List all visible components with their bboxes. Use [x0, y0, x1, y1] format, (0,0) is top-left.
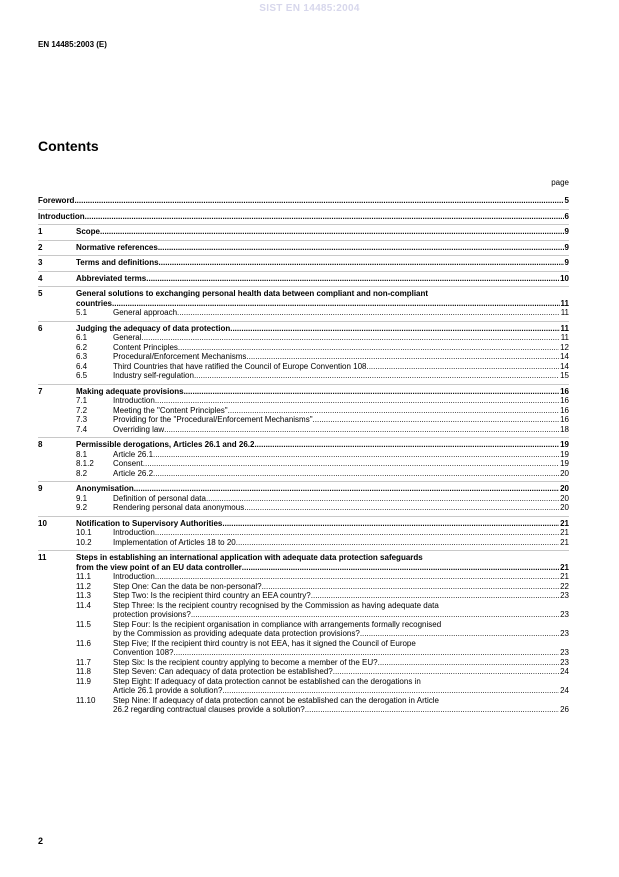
dot-leader	[313, 415, 560, 425]
toc-entry[interactable]	[38, 440, 569, 450]
toc-section	[38, 271, 569, 284]
toc-entry-number: 6.5	[76, 371, 88, 380]
toc-page-number: 24	[560, 667, 569, 676]
toc-page-number: 23	[560, 657, 569, 667]
toc-entry-number: 6.2	[76, 342, 88, 352]
toc-entry-title: Rendering personal data anonymous	[113, 503, 245, 512]
toc-entry-title-line: Step Five; If the recipient third country is not EEA, has it signed the Council of Europe	[113, 638, 416, 648]
toc-page-number: 16	[560, 386, 569, 396]
toc-subentry[interactable]	[38, 620, 569, 639]
toc-subentry[interactable]	[38, 538, 569, 548]
toc-page-number: 24	[560, 686, 569, 695]
dot-leader	[155, 572, 559, 582]
dot-leader	[159, 258, 564, 268]
toc-entry-number: 11	[38, 553, 47, 562]
toc-subentry[interactable]	[38, 658, 569, 668]
toc-page-number: 16	[560, 405, 569, 415]
toc-subentry[interactable]	[38, 528, 569, 538]
toc-entry-number: 9	[38, 484, 43, 493]
toc-page-number: 11	[560, 298, 569, 308]
toc-entry-title: Permissible derogations, Articles 26.1 and 26.2	[76, 440, 255, 449]
toc-entry[interactable]	[38, 553, 569, 572]
toc-entry-title: Step Two: Is the recipient third country an EEA country?	[113, 591, 311, 600]
toc-page-number: 11	[560, 323, 569, 333]
dot-leader	[222, 519, 559, 529]
toc-section	[38, 550, 569, 715]
toc-entry-title-line: General solutions to exchanging personal health data between compliant and non-compliant	[76, 289, 429, 298]
toc-entry-number: 7	[38, 386, 43, 396]
toc-subentry[interactable]	[38, 362, 569, 372]
dot-leader	[74, 196, 563, 206]
dot-leader	[158, 243, 564, 253]
toc-subentry[interactable]	[38, 333, 569, 343]
toc-entry-number: 11.6	[76, 638, 91, 648]
toc-page-number: 15	[560, 371, 569, 380]
toc-page-number: 19	[560, 440, 569, 449]
toc-entry-title: Foreword	[38, 196, 75, 205]
toc-subentry[interactable]	[38, 352, 569, 362]
page-number: 2	[38, 836, 44, 846]
toc-subentry[interactable]	[38, 572, 569, 582]
toc-entry-number: 5.1	[76, 308, 88, 317]
dot-leader	[228, 406, 559, 416]
toc-page-number: 20	[560, 484, 569, 493]
page-title: Contents	[38, 138, 99, 154]
dot-leader	[222, 686, 559, 696]
table-of-contents	[38, 196, 569, 715]
toc-entry-number: 4	[38, 273, 43, 283]
dot-leader	[143, 459, 559, 469]
dot-leader	[230, 324, 559, 334]
toc-entry-number: 6	[38, 323, 43, 333]
dot-leader	[246, 352, 559, 362]
toc-entry-title: Terms and definitions	[76, 258, 159, 267]
toc-entry-title: Article 26.1	[113, 449, 154, 459]
toc-section	[38, 240, 569, 253]
toc-entry-number: 5	[38, 289, 43, 298]
toc-section	[38, 224, 569, 237]
toc-section	[38, 196, 569, 206]
toc-entry[interactable]	[38, 196, 569, 206]
toc-page-number: 11	[560, 308, 569, 317]
toc-entry[interactable]	[38, 519, 569, 529]
toc-page-number: 10	[560, 273, 569, 283]
toc-entry-title: protection provisions?	[113, 610, 191, 619]
toc-entry-title-line: Steps in establishing an international application with adequate data protection safeguards	[76, 553, 423, 562]
toc-entry-title: Meeting the "Content Principles"	[113, 405, 228, 415]
toc-entry-number: 9.2	[76, 503, 88, 512]
toc-subentry[interactable]	[38, 667, 569, 677]
dot-leader	[191, 610, 559, 620]
toc-entry-title: Step Six: Is the recipient country applying to become a member of the EU?	[113, 657, 378, 667]
dot-leader	[311, 591, 559, 601]
toc-entry-number: 8.2	[76, 468, 88, 478]
toc-entry-title: Article 26.1 provide a solution?	[113, 686, 223, 695]
toc-page-number: 23	[560, 648, 569, 657]
dot-leader	[305, 705, 559, 715]
toc-page-number: 12	[560, 342, 569, 352]
toc-page-number: 6	[564, 211, 569, 221]
toc-section	[38, 286, 569, 318]
toc-entry-number: 7.3	[76, 415, 88, 424]
toc-entry-title: Overriding law	[113, 424, 165, 434]
toc-page-number: 21	[560, 528, 569, 537]
toc-page-number: 19	[560, 449, 569, 459]
toc-page-number: 16	[560, 396, 569, 405]
toc-entry-title: Abbreviated terms	[76, 273, 147, 283]
toc-entry-number: 11.8	[76, 667, 91, 676]
toc-entry-number: 7.4	[76, 424, 88, 434]
toc-subentry[interactable]	[38, 696, 569, 715]
toc-entry-title: Procedural/Enforcement Mechanisms	[113, 352, 247, 361]
dot-leader	[134, 484, 559, 494]
toc-subentry[interactable]	[38, 601, 569, 620]
toc-page-number: 16	[560, 415, 569, 424]
toc-entry-number: 11.5	[76, 619, 91, 629]
toc-entry[interactable]	[38, 289, 569, 308]
toc-entry-title: Article 26.2	[113, 468, 154, 478]
toc-entry-number: 11.10	[76, 695, 96, 705]
toc-entry-number: 10.1	[76, 528, 92, 537]
toc-entry-number: 11.4	[76, 600, 91, 610]
dot-leader	[378, 658, 560, 668]
toc-section	[38, 255, 569, 268]
toc-page-number: 18	[560, 424, 569, 434]
dot-leader	[153, 450, 559, 460]
toc-entry-number: 11.9	[76, 676, 91, 686]
toc-subentry[interactable]	[38, 582, 569, 592]
toc-subentry[interactable]	[38, 639, 569, 658]
toc-entry-number: 11.3	[76, 591, 91, 600]
toc-entry-title: Step One: Can the data be non-personal?	[113, 581, 262, 591]
toc-page-number: 9	[564, 227, 569, 236]
toc-entry-number: 7.2	[76, 405, 88, 415]
toc-section	[38, 516, 569, 548]
toc-entry-title-line: Step Four: Is the recipient organisation in compliance with arrangements formally recognised	[113, 619, 442, 629]
toc-subentry[interactable]	[38, 406, 569, 416]
toc-entry-number: 3	[38, 258, 43, 267]
toc-entry-title: 26.2 regarding contractual clauses provide a solution?	[113, 705, 305, 714]
toc-page-number: 11	[560, 333, 569, 342]
toc-entry-title: Introduction	[38, 211, 85, 221]
toc-section	[38, 209, 569, 222]
toc-entry-title: Industry self-regulation	[113, 371, 194, 380]
toc-page-number: 20	[560, 493, 569, 503]
toc-entry-title: Judging the adequacy of data protection	[76, 323, 231, 333]
toc-page-number: 14	[560, 352, 569, 361]
toc-entry-title: Third Countries that have ratified the Council of Europe Convention 108	[113, 361, 367, 371]
toc-page-number: 20	[560, 503, 569, 512]
dot-leader	[184, 387, 560, 397]
toc-entry-title: Convention 108?	[113, 648, 174, 657]
toc-entry-number: 8.1.2	[76, 459, 94, 468]
toc-entry-number: 11.7	[76, 657, 91, 667]
toc-entry-number: 10.2	[76, 537, 92, 547]
toc-subentry[interactable]	[38, 308, 569, 318]
document-id: EN 14485:2003 (E)	[38, 40, 107, 49]
toc-entry-number: 8	[38, 440, 43, 449]
toc-entry-number: 6.3	[76, 352, 88, 361]
toc-page-number: 9	[564, 258, 569, 267]
toc-entry-title: Implementation of Articles 18 to 20	[113, 537, 236, 547]
toc-entry-title: by the Commission as providing adequate data protection provisions?	[113, 629, 360, 638]
dot-leader	[360, 629, 559, 639]
dot-leader	[244, 503, 559, 513]
toc-entry-number: 11.1	[76, 572, 91, 581]
dot-leader	[85, 212, 564, 222]
toc-entry-number: 11.2	[76, 581, 91, 591]
toc-subentry[interactable]	[38, 343, 569, 353]
dot-leader	[174, 648, 560, 658]
dot-leader	[155, 396, 559, 406]
toc-page-number: 19	[560, 459, 569, 468]
toc-entry-title: Content Principles	[113, 342, 178, 352]
toc-page-number: 21	[560, 562, 569, 572]
toc-entry-title: Anonymisation	[76, 484, 134, 493]
toc-entry[interactable]	[38, 387, 569, 397]
toc-entry-number: 7.1	[76, 396, 88, 405]
toc-page-number: 21	[560, 572, 569, 581]
toc-page-number: 23	[560, 629, 569, 638]
toc-page-number: 20	[560, 468, 569, 478]
toc-entry-title: Making adequate provisions	[76, 386, 184, 396]
watermark: SIST EN 14485:2004	[259, 3, 360, 14]
toc-entry-number: 6.1	[76, 333, 88, 342]
dot-leader	[194, 371, 559, 381]
toc-subentry[interactable]	[38, 371, 569, 381]
toc-page-number: 9	[564, 242, 569, 252]
toc-page-number: 23	[560, 591, 569, 600]
toc-page-number: 26	[560, 705, 569, 714]
toc-entry-number: 10	[38, 518, 47, 528]
toc-subentry[interactable]	[38, 503, 569, 513]
toc-entry-title: Definition of personal data	[113, 493, 206, 503]
toc-section	[38, 384, 569, 435]
toc-entry[interactable]	[38, 212, 569, 222]
dot-leader	[236, 538, 559, 548]
toc-entry-title: Introduction	[113, 396, 155, 405]
toc-subentry[interactable]	[38, 677, 569, 696]
dot-leader	[333, 667, 559, 677]
toc-entry-title: Providing for the "Procedural/Enforcement Mechanisms"	[113, 415, 313, 424]
toc-page-number: 23	[560, 610, 569, 619]
toc-entry-title: Consent	[113, 459, 143, 468]
toc-subentry[interactable]	[38, 591, 569, 601]
toc-entry-number: 2	[38, 242, 43, 252]
toc-entry-number: 8.1	[76, 449, 88, 459]
dot-leader	[254, 440, 559, 450]
toc-page-number: 5	[564, 196, 569, 205]
toc-page-number: 21	[560, 537, 569, 547]
toc-entry[interactable]	[38, 274, 569, 284]
toc-entry-title: Notification to Supervisory Authorities	[76, 518, 223, 528]
toc-page-number: 21	[560, 518, 569, 528]
dot-leader	[112, 299, 560, 309]
toc-entry-title: Introduction	[113, 572, 155, 581]
toc-page-number: 22	[560, 581, 569, 591]
toc-entry-title: Introduction	[113, 528, 155, 537]
toc-entry-title-line: Step Three: Is the recipient country recognised by the Commission as having adequate data	[113, 600, 439, 610]
toc-entry[interactable]	[38, 324, 569, 334]
toc-subentry[interactable]	[38, 469, 569, 479]
toc-section	[38, 481, 569, 513]
dot-leader	[155, 528, 559, 538]
toc-subentry[interactable]	[38, 396, 569, 406]
toc-subentry[interactable]	[38, 415, 569, 425]
dot-leader	[206, 494, 559, 504]
toc-entry-title: Normative references	[76, 242, 158, 252]
toc-entry-title-line: Step Eight: If adequacy of data protection cannot be established can the derogations in	[113, 676, 421, 686]
toc-entry[interactable]	[38, 258, 569, 268]
toc-subentry[interactable]	[38, 425, 569, 435]
toc-subentry[interactable]	[38, 459, 569, 469]
toc-entry-number: 1	[38, 227, 43, 236]
toc-entry-title: General approach	[113, 308, 178, 317]
toc-subentry[interactable]	[38, 450, 569, 460]
toc-section	[38, 437, 569, 478]
dot-leader	[141, 333, 559, 343]
toc-entry-title: Scope	[76, 227, 101, 236]
dot-leader	[177, 308, 560, 318]
toc-entry-title: General	[113, 333, 142, 342]
toc-entry-title-line: Step Nine: If adequacy of data protection cannot be established can the derogation in Article	[113, 695, 439, 705]
toc-entry-number: 6.4	[76, 361, 88, 371]
dot-leader	[242, 563, 559, 573]
dot-leader	[153, 469, 559, 479]
page-column-label: page	[551, 178, 569, 187]
dot-leader	[262, 582, 560, 592]
toc-entry[interactable]	[38, 484, 569, 494]
dot-leader	[146, 274, 559, 284]
toc-entry[interactable]	[38, 227, 569, 237]
dot-leader	[178, 343, 559, 353]
dot-leader	[164, 425, 559, 435]
toc-entry-title: Step Seven: Can adequacy of data protection be established?	[113, 667, 333, 676]
toc-subentry[interactable]	[38, 494, 569, 504]
toc-entry-title: from the view point of an EU data controller	[76, 562, 242, 572]
toc-entry[interactable]	[38, 243, 569, 253]
toc-section	[38, 321, 569, 381]
dot-leader	[366, 362, 559, 372]
toc-entry-number: 9.1	[76, 493, 88, 503]
toc-page-number: 14	[560, 361, 569, 371]
toc-entry-title: countries	[76, 298, 113, 308]
dot-leader	[100, 227, 564, 237]
